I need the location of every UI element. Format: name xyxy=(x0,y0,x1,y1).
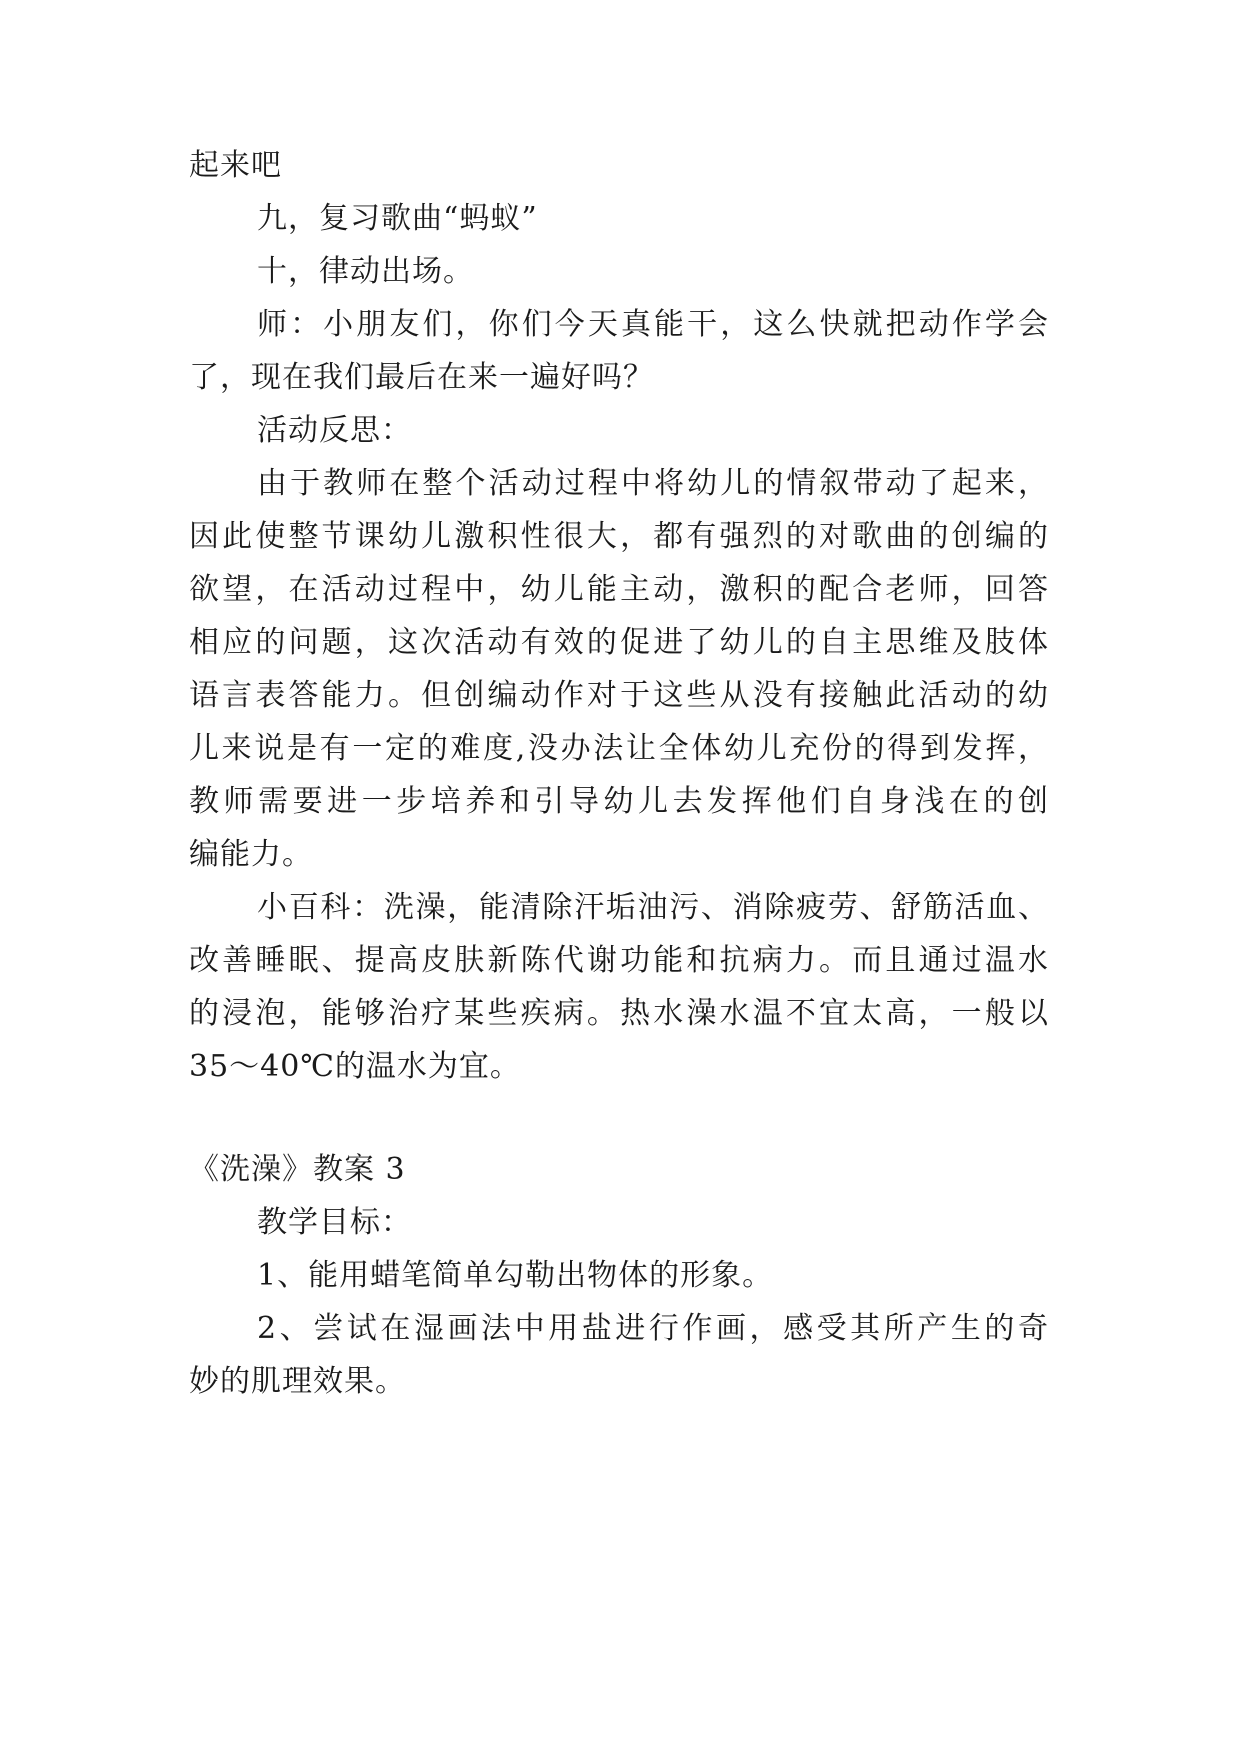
text-line: 小百科：洗澡，能清除汗垢油污、消除疲劳、舒筋活血、 xyxy=(257,890,1049,925)
text-line: 35～40℃的温水为宜。 xyxy=(189,1049,521,1084)
list-item: 1、能用蜡笔简单勾勒出物体的形象。 xyxy=(257,1258,774,1293)
text-line: 十，律动出场。 xyxy=(257,254,474,289)
text-line: 妙的肌理效果。 xyxy=(189,1364,406,1399)
text-line: 语言表答能力。但创编动作对于这些从没有接触此活动的幼 xyxy=(189,678,1049,713)
text-line: 九，复习歌曲“蚂蚁” xyxy=(257,201,538,236)
list-item: 2、尝试在湿画法中用盐进行作画，感受其所产生的奇 xyxy=(257,1311,1049,1346)
text-line: 起来吧 xyxy=(189,148,282,183)
text-line: 儿来说是有一定的难度,没办法让全体幼儿充份的得到发挥， xyxy=(189,731,1049,766)
text-line: 的浸泡，能够治疗某些疾病。热水澡水温不宜太高，一般以 xyxy=(189,996,1049,1031)
text-line: 欲望，在活动过程中，幼儿能主动，激积的配合老师，回答 xyxy=(189,572,1049,607)
text-line: 教师需要进一步培养和引导幼儿去发挥他们自身浅在的创 xyxy=(189,784,1049,819)
text-line: 编能力。 xyxy=(189,837,313,872)
section-heading: 活动反思： xyxy=(257,413,412,448)
document-title: 《洗澡》教案 3 xyxy=(189,1152,406,1187)
text-line: 相应的问题，这次活动有效的促进了幼儿的自主思维及肢体 xyxy=(189,625,1049,660)
text-line: 师：小朋友们，你们今天真能干，这么快就把动作学会 xyxy=(257,307,1049,342)
text-line: 因此使整节课幼儿激积性很大，都有强烈的对歌曲的创编的 xyxy=(189,519,1049,554)
text-line: 由于教师在整个活动过程中将幼儿的情叙带动了起来， xyxy=(257,466,1049,501)
text-line: 改善睡眠、提高皮肤新陈代谢功能和抗病力。而且通过温水 xyxy=(189,943,1049,978)
text-line: 了，现在我们最后在来一遍好吗？ xyxy=(189,360,654,395)
section-heading: 教学目标： xyxy=(257,1205,412,1240)
